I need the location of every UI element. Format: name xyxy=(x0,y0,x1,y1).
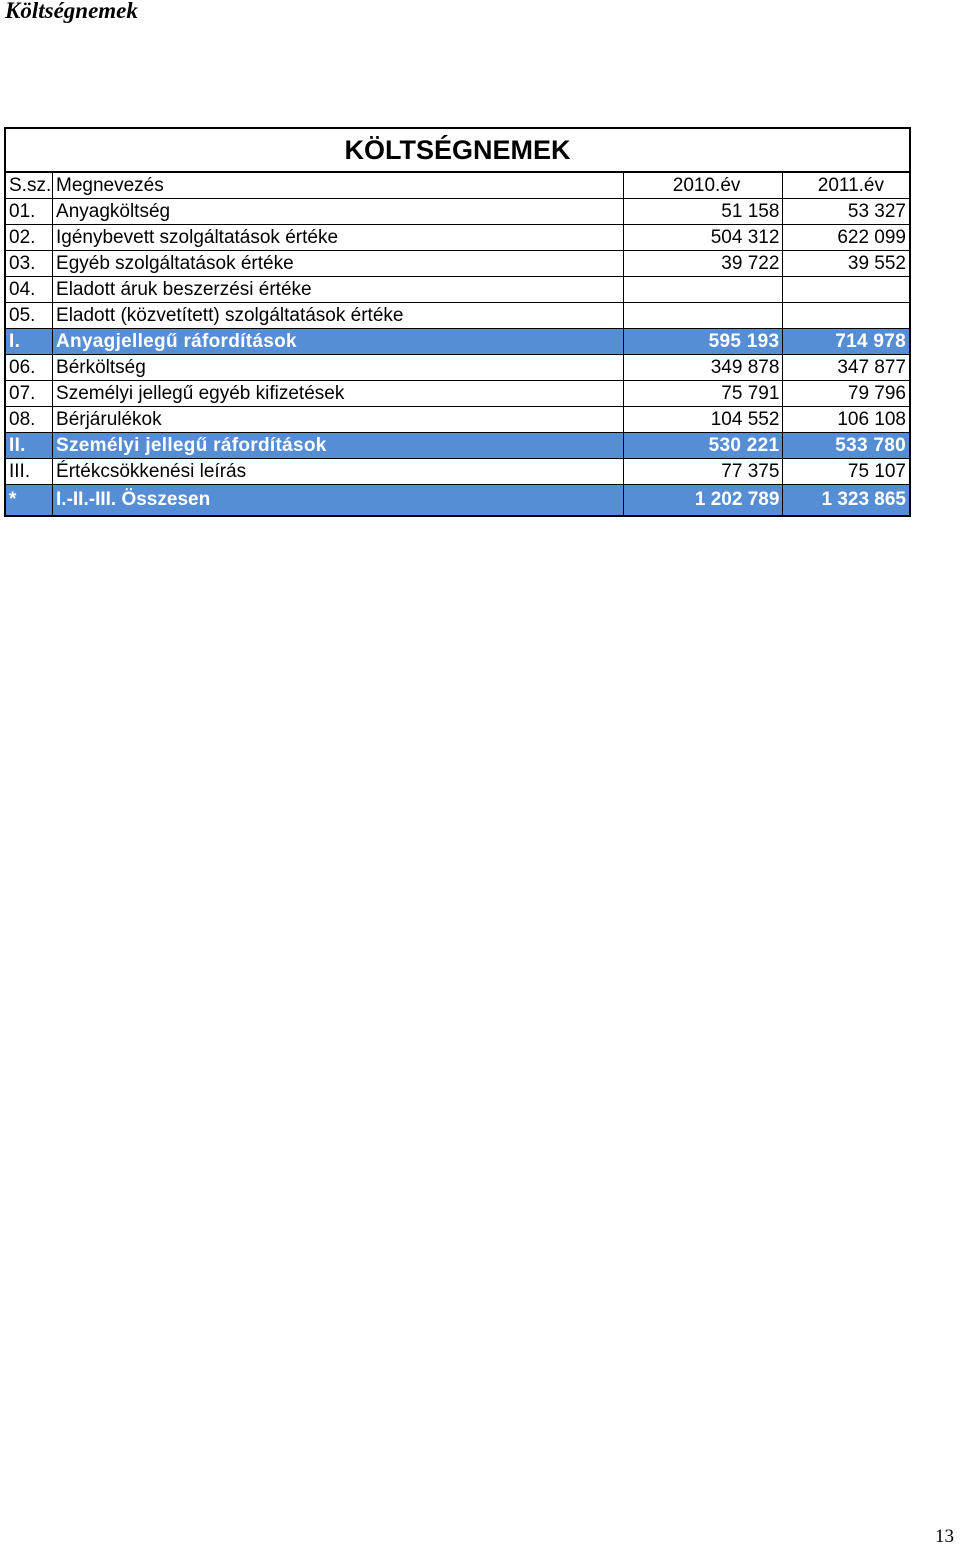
cost-table xyxy=(4,127,911,517)
table-row xyxy=(5,277,910,303)
header-year-2010: 2010.év xyxy=(624,172,783,199)
row-name: Egyéb szolgáltatások értéke xyxy=(53,251,624,277)
row-code: I. xyxy=(5,329,53,355)
row-value-2011: 106 108 xyxy=(783,407,910,433)
row-value-2010: 39 722 xyxy=(624,251,783,277)
total-value-2011: 1 323 865 xyxy=(783,485,910,517)
row-value-2011: 533 780 xyxy=(783,433,910,459)
header-year-2011: 2011.év xyxy=(783,172,910,199)
row-value-2010: 104 552 xyxy=(624,407,783,433)
total-row xyxy=(5,485,910,517)
table-row xyxy=(5,303,910,329)
header-name: Megnevezés xyxy=(53,172,624,199)
row-value-2010 xyxy=(624,277,783,303)
row-value-2010: 595 193 xyxy=(624,329,783,355)
row-value-2010: 504 312 xyxy=(624,225,783,251)
row-value-2011 xyxy=(783,303,910,329)
table-row xyxy=(5,459,910,485)
row-value-2011: 622 099 xyxy=(783,225,910,251)
row-name: Eladott áruk beszerzési értéke xyxy=(53,277,624,303)
total-value-2010: 1 202 789 xyxy=(624,485,783,517)
page-heading: Költségnemek xyxy=(5,0,138,23)
row-name: Eladott (közvetített) szolgáltatások értéke xyxy=(53,303,624,329)
table-header-row xyxy=(5,172,910,199)
row-value-2010: 75 791 xyxy=(624,381,783,407)
header-code: S.sz. xyxy=(5,172,53,199)
row-value-2011: 79 796 xyxy=(783,381,910,407)
row-name: Anyagjellegű ráfordítások xyxy=(53,329,624,355)
row-value-2011: 39 552 xyxy=(783,251,910,277)
row-value-2010: 530 221 xyxy=(624,433,783,459)
row-value-2011: 53 327 xyxy=(783,199,910,225)
row-code: 04. xyxy=(5,277,53,303)
table-row xyxy=(5,225,910,251)
page-number: 13 xyxy=(935,1526,954,1547)
table-row xyxy=(5,407,910,433)
subtotal-row xyxy=(5,329,910,355)
row-code: 07. xyxy=(5,381,53,407)
row-value-2010 xyxy=(624,303,783,329)
row-value-2011: 347 877 xyxy=(783,355,910,381)
row-value-2010: 51 158 xyxy=(624,199,783,225)
row-name: Bérköltség xyxy=(53,355,624,381)
row-name: Értékcsökkenési leírás xyxy=(53,459,624,485)
table-row xyxy=(5,251,910,277)
table-row xyxy=(5,199,910,225)
row-code: 06. xyxy=(5,355,53,381)
table-row xyxy=(5,381,910,407)
row-name: Bérjárulékok xyxy=(53,407,624,433)
row-code: 05. xyxy=(5,303,53,329)
row-value-2011: 714 978 xyxy=(783,329,910,355)
total-name: I.-II.-III. Összesen xyxy=(53,485,624,517)
table-title: KÖLTSÉGNEMEK xyxy=(5,128,910,172)
total-code: * xyxy=(5,485,53,517)
row-name: Személyi jellegű ráfordítások xyxy=(53,433,624,459)
row-value-2010: 77 375 xyxy=(624,459,783,485)
row-value-2011 xyxy=(783,277,910,303)
row-value-2011: 75 107 xyxy=(783,459,910,485)
row-value-2010: 349 878 xyxy=(624,355,783,381)
row-code: 01. xyxy=(5,199,53,225)
row-code: III. xyxy=(5,459,53,485)
row-code: 08. xyxy=(5,407,53,433)
subtotal-row xyxy=(5,433,910,459)
row-code: II. xyxy=(5,433,53,459)
row-name: Anyagköltség xyxy=(53,199,624,225)
row-code: 03. xyxy=(5,251,53,277)
row-name: Igénybevett szolgáltatások értéke xyxy=(53,225,624,251)
row-name: Személyi jellegű egyéb kifizetések xyxy=(53,381,624,407)
row-code: 02. xyxy=(5,225,53,251)
table-title-row xyxy=(5,128,910,172)
table-row xyxy=(5,355,910,381)
